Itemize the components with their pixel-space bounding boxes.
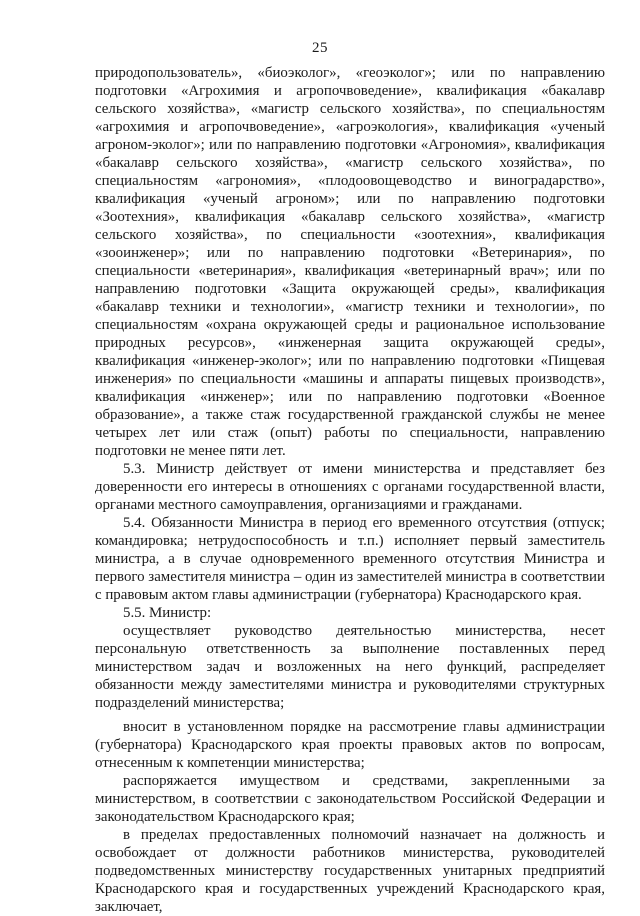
page-number: 25	[312, 40, 328, 56]
paragraph-5-3: 5.3. Министр действует от имени министерства и представляет без доверенности его интересы в отношениях с органами государственной власти, органами местного самоуправления, организациями и гражданами.	[95, 461, 605, 513]
scan-artifact	[92, 874, 128, 880]
document-body	[95, 64, 605, 916]
paragraph-5-5-heading: 5.5. Министр:	[123, 605, 212, 621]
paragraph-5-5-appointments: в пределах предоставленных полномочий назначает на должность и освобождает от должности работников министерства, руководителей подведомственных министерству государственных унитарных предприятий Краснодарского края и государственных учреждений Краснодарского края, заключает,	[95, 827, 605, 915]
paragraph-qualifications: природопользователь», «биоэколог», «геоэколог»; или по направлению подготовки «Агрохимия и агропочвоведение», квалификация «бакалавр сельского хозяйства», «магистр сельского хозяйства», по специальностям «агрохимия и агропочвоведение», «агроэкология», квалификация «ученый агроном-эколог»; или по направлению подготовки «Агрономия», квалификация «бакалавр сельского хозяйства», «магистр сельского хозяйства», по специальностям «агрономия», «плодоовощеводство и виноградарство», квалификация «ученый агроном»; или по направлению подготовки «Зоотехния», квалификация «бакалавр сельского хозяйства», «магистр сельского хозяйства», по специальности «зоотехния», квалификация «зооинженер»; или по направлению подготовки «Ветеринария», по специальности «ветеринария», квалификация «ветеринарный врач»; или по направлению подготовки «Защита окружающей среды», квалификация «бакалавр техники и технологии», «магистр техники и технологии», по специальностям «охрана окружающей среды и рациональное использование природных ресурсов», «инженерная защита окружающей среды», квалификация «инженер-эколог»; или по направлению подготовки «Пищевая инженерия» по специальности «машины и аппараты пищевых производств», квалификация «инженер»; или по направлению подготовки «Военное образование», а также стаж государственной гражданской службы не менее четырех лет или стаж (опыт) работы по специальности, направлению подготовки не менее пяти лет.	[95, 65, 605, 459]
paragraph-5-5-legal-acts: вносит в установленном порядке на рассмотрение главы администрации (губернатора) Краснодарского края проекты правовых актов по вопросам, отнесенным к компетенции министерства;	[95, 719, 605, 771]
paragraph-5-5-property: распоряжается имуществом и средствами, закрепленными за министерством, в соответствии с законодательством Российской Федерации и законодательством Краснодарского края;	[95, 773, 605, 825]
paragraph-5-5-management: осуществляет руководство деятельностью министерства, несет персональную ответственность за выполнение поставленных перед министерством задач и возложенных на него функций, распределяет обязанности между заместителями министра и руководителями структурных подразделений министерства;	[95, 623, 605, 711]
paragraph-5-4: 5.4. Обязанности Министра в период его временного отсутствия (отпуск; командировка; нетрудоспособность и т.п.) исполняет первый заместитель министра, а в случае одновременного временного отсутствия Министра и первого заместителя министра – один из заместителей министра в соответствии с правовым актом главы администрации (губернатора) Краснодарского края.	[95, 515, 605, 603]
